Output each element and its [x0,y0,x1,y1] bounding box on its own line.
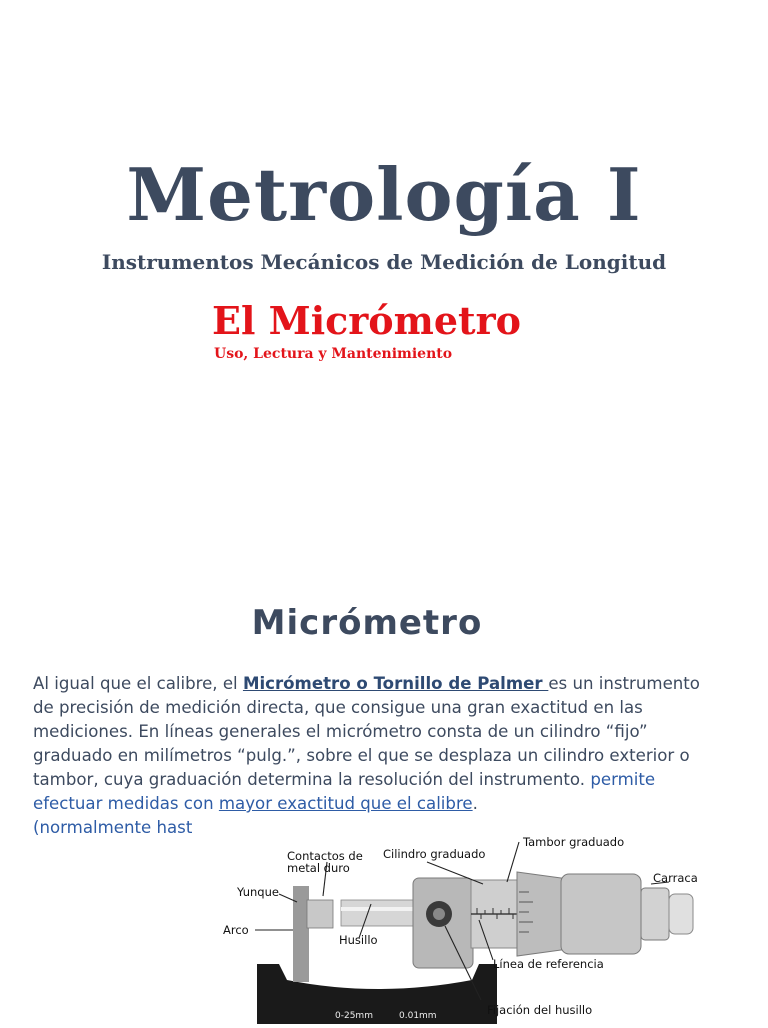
section-subtitle: Uso, Lectura y Mantenimiento [214,346,453,362]
section-title: El Micrómetro [212,298,521,343]
para-text-5: (normalmente hast [33,818,193,837]
para-text-1: Al igual que el calibre, el [33,674,243,693]
ratchet-body [641,888,669,940]
para-text-2: es un instrumento de precisión de medición directa, que consigue una gran exactitud en las mediciones. En líneas generales el micrómetro consta de un cilindro “fijo” graduado en milímetros “pulg.”, sobre el que se desplaza un cilindro exterior o tambor, cuya graduación determina la resolución del instrumento. [33,674,700,789]
scale-text-2: 0.01mm [399,1011,437,1021]
content-heading: Micrómetro [251,603,483,643]
label-cilindro: Cilindro graduado [383,847,486,861]
palmer-link[interactable]: Micrómetro o Tornillo de Palmer [242,674,549,693]
label-tambor: Tambor graduado [523,835,625,849]
label-linea: Línea de referencia [493,957,604,971]
lock-knob-center [433,908,445,920]
label-contactos: Contactos de metal duro [287,849,363,875]
label-arco: Arco [223,923,249,937]
label-fijacion: Fijación del husillo [487,1003,593,1017]
content-paragraph [33,672,723,840]
spindle-highlight [341,907,421,911]
calibre-link[interactable]: mayor exactitud que el calibre [218,794,473,813]
scale-text-1: 0-25mm [335,1011,373,1021]
ratchet-cap [669,894,693,934]
anvil-face [307,900,333,928]
label-carraca: Carraca [653,871,698,885]
slide-title: Metrología I [126,152,642,237]
slide-subtitle: Instrumentos Mecánicos de Medición de Longitud [101,250,667,274]
spindle-shape [341,900,421,926]
micrometer-diagram [217,822,717,1024]
thimble-shape [561,874,641,954]
thimble-taper [517,872,567,956]
para-text-3: permite efectuar medidas con [33,770,656,813]
label-yunque: Yunque [237,885,279,899]
label-husillo: Husillo [339,933,378,947]
para-text-4: . [472,794,478,813]
